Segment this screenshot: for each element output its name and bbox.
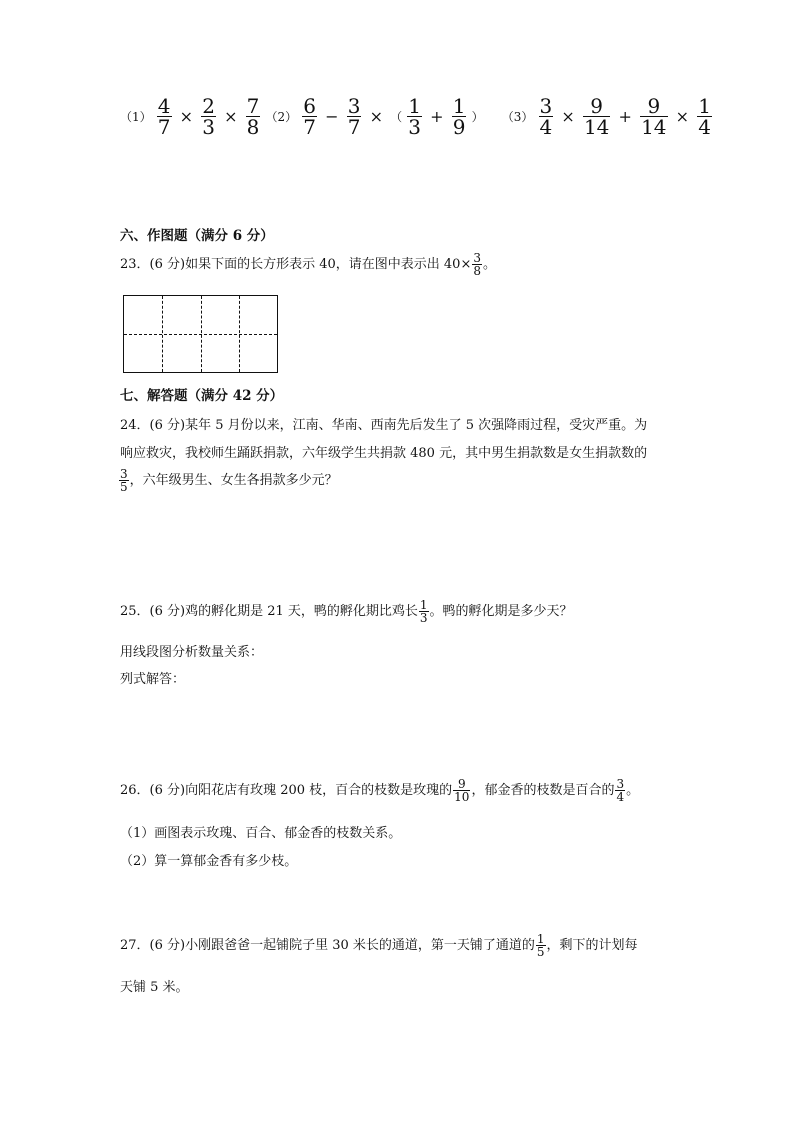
question-23: 23．(6 分)如果下面的长方形表示 40，请在图中表示出 40× $\frac{3}{8}$ 。	[120, 251, 496, 278]
question-25: 25．(6 分)鸡的孵化期是 21 天，鸭的孵化期比鸡长 $\frac{1}{3}$ 。鸭的孵化期是多少天？	[120, 598, 573, 625]
fraction: $\frac{1}{3}$	[408, 94, 422, 139]
fraction: $\frac{3}{8}$	[473, 251, 481, 278]
fraction: $\frac{9}{14}$	[641, 94, 667, 139]
fraction: $\frac{4}{7}$	[157, 94, 171, 139]
calc-2-label: （2）	[265, 110, 298, 124]
section-7-heading: 七、解答题（满分 42 分）	[120, 388, 284, 404]
fraction: $\frac{1}{3}$	[419, 598, 428, 625]
fraction: $\frac{3}{7}$	[347, 94, 361, 139]
question-24-line-1: 24．(6 分)某年 5 月份以来，江南、华南、西南先后发生了 5 次强降雨过程，受灾严重。为	[120, 418, 648, 433]
fraction: $\frac{1}{4}$	[698, 94, 711, 139]
fraction: $\frac{1}{5}$	[536, 932, 545, 959]
question-25-sub-2: 列式解答：	[120, 672, 186, 687]
fraction: $\frac{2}{3}$	[202, 94, 215, 139]
question-27: 27．(6 分)小刚跟爸爸一起铺院子里 30 米长的通道，第一天铺了通道的 $\frac{1}{5}$ ，剩下的计划每	[120, 932, 638, 959]
question-26: 26．(6 分)向阳花店有玫瑰 200 枝，百合的枝数是玫瑰的 $\frac{9}{10}$ ，郁金香的枝数是百合的 $\frac{3}{4}$ 。	[120, 777, 640, 804]
fraction: $\frac{7}{8}$	[246, 94, 260, 139]
fraction: $\frac{3}{5}$	[120, 467, 128, 494]
fraction: $\frac{1}{9}$	[452, 94, 466, 139]
fraction: $\frac{9}{10}$	[454, 777, 470, 804]
question-24-line-3: $\frac{3}{5}$ ，六年级男生、女生各捐款多少元？	[120, 467, 338, 494]
fraction: $\frac{9}{14}$	[583, 94, 610, 139]
question-26-sub-2: （2）算一算郁金香有多少枝。	[120, 854, 298, 869]
fraction: $\frac{6}{7}$	[303, 94, 317, 139]
question-24-line-2: 响应救灾，我校师生踊跃捐款，六年级学生共捐款 480 元，其中男生捐款数是女生捐款数的	[120, 446, 648, 461]
question-25-sub-1: 用线段图分析数量关系：	[120, 645, 264, 660]
fraction: $\frac{3}{4}$	[539, 94, 553, 139]
calc-row: （1） $\frac{4}{7}$ × $\frac{2}{3}$ × $\frac{7}{8}$ （2） $\frac{6}{7}$ − $\frac{3}{7}$ × （ $\frac{1}{3}$ + $\frac{1}{9}$ ） （3） $\frac{3}{4}$ × $\frac{9}{14}$ + $\frac{9}{14}$ × $\frac{1}{4}$	[120, 94, 711, 139]
calc-3-label: （3）	[501, 110, 534, 124]
rectangle-grid[interactable]	[123, 295, 278, 373]
calc-1-label: （1）	[120, 110, 152, 124]
question-27-line-2: 天铺 5 米。	[120, 980, 189, 995]
section-6-heading: 六、作图题（满分 6 分）	[120, 228, 274, 244]
question-26-sub-1: （1）画图表示玫瑰、百合、郁金香的枝数关系。	[120, 826, 402, 841]
fraction: $\frac{3}{4}$	[616, 777, 625, 804]
